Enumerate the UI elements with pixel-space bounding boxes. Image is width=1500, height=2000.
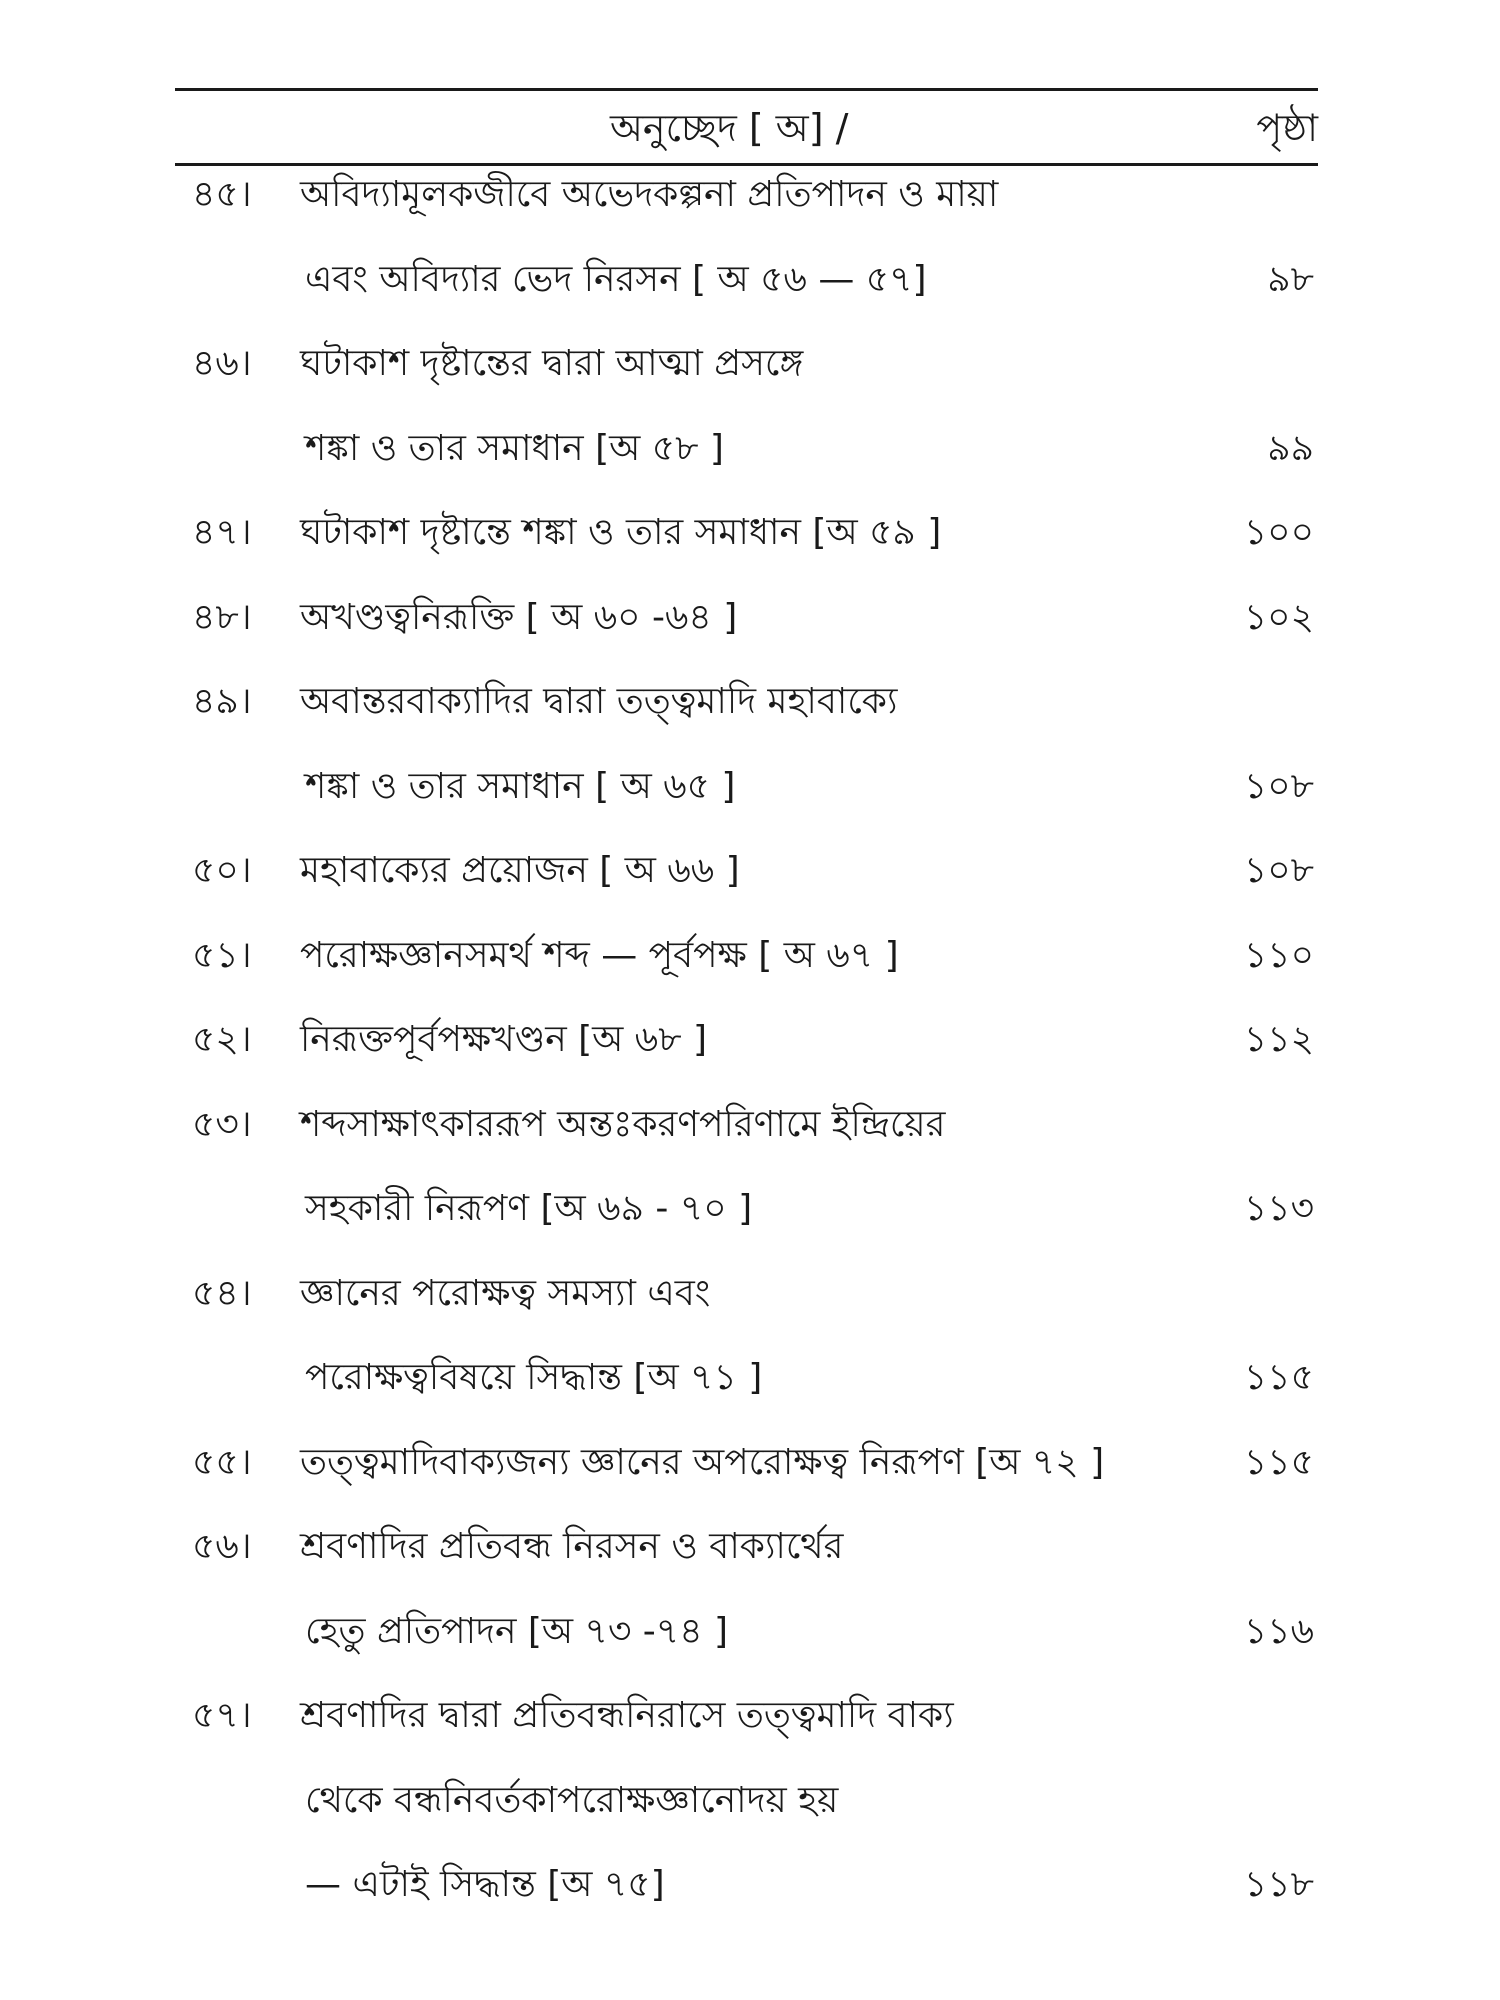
- toc-line: [0, 1771, 1500, 1831]
- entry-title-line: জ্ঞানের পরোক্ষত্ব সমস্যা এবং: [300, 1272, 711, 1314]
- entry-page-number: ১০৮: [1243, 765, 1314, 807]
- toc-line: [0, 1433, 1500, 1493]
- entry-title-line: পরোক্ষত্ববিষয়ে সিদ্ধান্ত [অ ৭১ ]: [305, 1357, 763, 1398]
- entry-title-line: তত্ত্বমাদিবাক্যজন্য জ্ঞানের অপরোক্ষত্ব নিরূপণ [অ ৭২ ]: [300, 1441, 1105, 1483]
- entry-page-number: ১১৮: [1243, 1864, 1314, 1905]
- toc-line: [0, 1179, 1500, 1239]
- toc-line: [0, 503, 1500, 563]
- entry-title-line: — এটাই সিদ্ধান্ত [অ ৭৫]: [305, 1864, 665, 1905]
- toc-line: [0, 588, 1500, 648]
- entry-number: ৫৪।: [192, 1272, 252, 1314]
- entry-number: ৫৬।: [192, 1526, 252, 1567]
- entry-number: ৫০।: [192, 850, 252, 891]
- entry-number: ৫১।: [192, 934, 252, 976]
- entry-title-line: অবান্তরবাক্যাদির দ্বারা তত্ত্বমাদি মহাবাক্যে: [300, 681, 898, 722]
- entry-title-line: মহাবাক্যের প্রয়োজন [ অ ৬৬ ]: [300, 850, 740, 891]
- entry-number: ৪৫।: [192, 174, 252, 215]
- toc-line: [0, 1686, 1500, 1746]
- toc-line: [0, 1095, 1500, 1155]
- entry-title-line: অবিদ্যামূলকজীবে অভেদকল্পনা প্রতিপাদন ও মায়া: [300, 174, 999, 215]
- toc-line: [0, 841, 1500, 901]
- entry-page-number: ১০২: [1243, 596, 1314, 638]
- entry-title-line: সহকারী নিরূপণ [অ ৬৯ - ৭০ ]: [305, 1188, 753, 1229]
- toc-line: [0, 1517, 1500, 1577]
- entry-title-line: পরোক্ষজ্ঞানসমর্থ শব্দ — পূর্বপক্ষ [ অ ৬৭ ]: [300, 934, 899, 976]
- toc-line: [0, 334, 1500, 394]
- toc-line: [0, 926, 1500, 986]
- entry-page-number: ৯৯: [1267, 427, 1314, 469]
- entry-title-line: শঙ্কা ও তার সমাধান [ অ ৬৫ ]: [305, 765, 736, 807]
- page-column-heading: পৃষ্ঠা: [1256, 106, 1318, 150]
- entry-number: ৫৩।: [192, 1103, 252, 1145]
- entry-title-line: নিরূক্তপূর্বপক্ষখণ্ডন [অ ৬৮ ]: [300, 1019, 708, 1060]
- toc-line: [0, 250, 1500, 310]
- entry-number: ৫২।: [192, 1019, 252, 1060]
- entry-page-number: ১১৫: [1243, 1357, 1314, 1398]
- entry-number: ৪৮।: [192, 596, 252, 638]
- entry-title-line: ঘটাকাশ দৃষ্টান্তে শঙ্কা ও তার সমাধান [অ ৫৯ ]: [300, 512, 942, 553]
- toc-line: [0, 672, 1500, 732]
- column-heading: অনুচ্ছেদ [ অ] /: [610, 106, 849, 150]
- toc-line: [0, 1010, 1500, 1070]
- entry-page-number: ৯৮: [1267, 258, 1314, 300]
- toc-line: [0, 419, 1500, 479]
- toc-line: [0, 1855, 1500, 1915]
- entry-page-number: ১১৩: [1243, 1188, 1314, 1229]
- entry-page-number: ১১৬: [1243, 1610, 1314, 1652]
- entry-number: ৪৭।: [192, 512, 252, 553]
- entry-title-line: শব্দসাক্ষাৎকাররূপ অন্তঃকরণপরিণামে ইন্দ্রিয়ের: [300, 1103, 946, 1145]
- entry-number: ৫৫।: [192, 1441, 252, 1483]
- entry-page-number: ১১০: [1243, 934, 1314, 976]
- toc-line: [0, 1264, 1500, 1324]
- entry-page-number: ১০৮: [1243, 850, 1314, 891]
- entry-number: ৫৭।: [192, 1695, 252, 1736]
- entry-number: ৪৯।: [192, 681, 252, 722]
- toc-line: [0, 165, 1500, 225]
- toc-line: [0, 757, 1500, 817]
- entry-page-number: ১০০: [1243, 512, 1314, 553]
- toc-line: [0, 1348, 1500, 1408]
- entry-title-line: থেকে বন্ধনিবর্তকাপরোক্ষজ্ঞানোদয় হয়: [305, 1779, 839, 1821]
- entry-page-number: ১১৫: [1243, 1441, 1314, 1483]
- entry-title-line: অখণ্ডত্বনিরূক্তি [ অ ৬০ -৬৪ ]: [300, 596, 738, 638]
- toc-line: [0, 1602, 1500, 1662]
- entry-title-line: শঙ্কা ও তার সমাধান [অ ৫৮ ]: [305, 427, 724, 469]
- entry-title-line: শ্রবণাদির দ্বারা প্রতিবন্ধনিরাসে তত্ত্বমাদি বাক্য: [300, 1695, 954, 1736]
- entry-page-number: ১১২: [1243, 1019, 1314, 1060]
- entry-title-line: হেতু প্রতিপাদন [অ ৭৩ -৭৪ ]: [305, 1610, 729, 1652]
- entry-title-line: শ্রবণাদির প্রতিবন্ধ নিরসন ও বাক্যার্থের: [300, 1526, 844, 1567]
- entry-title-line: ঘটাকাশ দৃষ্টান্তের দ্বারা আত্মা প্রসঙ্গে: [300, 343, 804, 384]
- entry-title-line: এবং অবিদ্যার ভেদ নিরসন [ অ ৫৬ — ৫৭]: [305, 258, 927, 300]
- header-top-rule: [175, 88, 1318, 91]
- entry-number: ৪৬।: [192, 343, 252, 384]
